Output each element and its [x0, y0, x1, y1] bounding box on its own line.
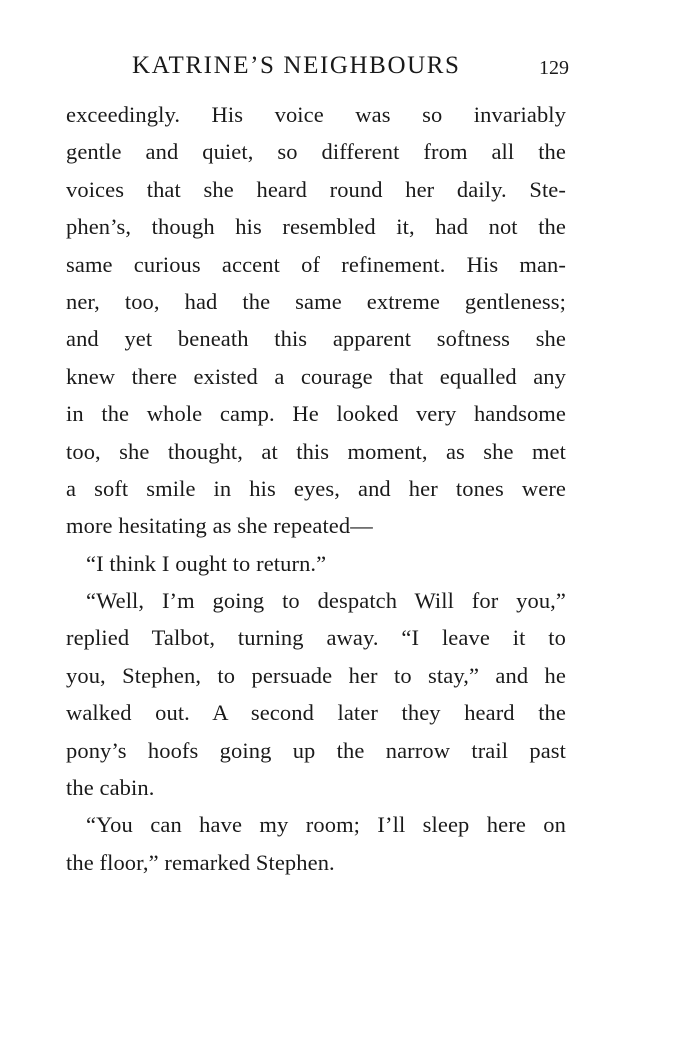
text-line: phen’s, though his resembled it, had not the — [66, 214, 566, 240]
text-line: pony’s hoofs going up the narrow trail past — [66, 737, 566, 763]
text-line: you, Stephen, to persuade her to stay,” and he — [66, 662, 566, 688]
text-line: knew there existed a courage that equalled any — [66, 363, 566, 389]
text-line: in the whole camp. He looked very handsome — [66, 401, 566, 427]
text-line: walked out. A second later they heard the — [66, 700, 566, 726]
text-line: “Well, I’m going to despatch Will for you,” — [86, 588, 566, 614]
text-line: too, she thought, at this moment, as she met — [66, 438, 566, 464]
text-line: “You can have my room; I’ll sleep here on — [86, 812, 566, 838]
text-line: and yet beneath this apparent softness she — [66, 326, 566, 352]
page-number: 129 — [539, 57, 569, 79]
text-line: a soft smile in his eyes, and her tones were — [66, 475, 566, 501]
text-line: replied Talbot, turning away. “I leave it to — [66, 625, 566, 651]
body-text — [66, 96, 566, 881]
running-head — [66, 50, 569, 82]
text-line: gentle and quiet, so different from all the — [66, 139, 566, 165]
text-line: the cabin. — [66, 775, 155, 801]
text-line: ner, too, had the same extreme gentleness; — [66, 288, 566, 314]
text-line: same curious accent of refinement. His man- — [66, 251, 566, 277]
chapter-title: KATRINE’S NEIGHBOURS — [132, 52, 461, 79]
text-line: “I think I ought to return.” — [86, 550, 327, 576]
text-line: voices that she heard round her daily. Ste- — [66, 176, 566, 202]
text-line: exceedingly. His voice was so invariably — [66, 102, 566, 127]
text-line: the floor,” remarked Stephen. — [66, 849, 335, 875]
text-line: more hesitating as she repeated— — [66, 513, 373, 539]
